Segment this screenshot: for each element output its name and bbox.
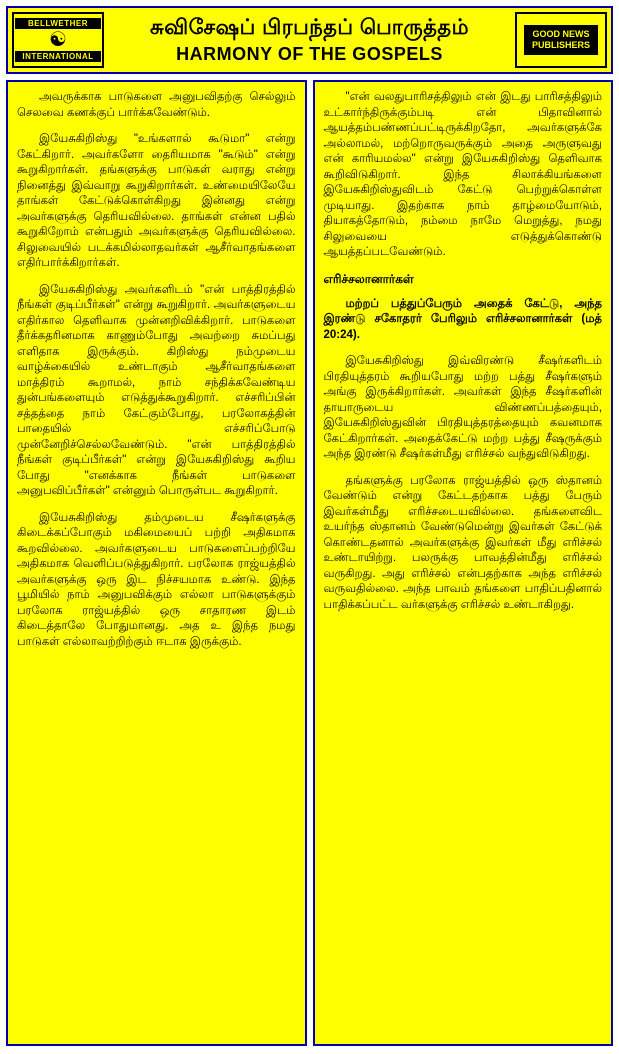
scripture-quote: மற்றப் பத்துப்பேரும் அதைக் கேட்டு, அந்த இரண்டு சகோதரர் பேரிலும் எரிச்சலானார்கள் (மத் 20:24). [323, 297, 602, 341]
bellwether-bottom-band: INTERNATIONAL [15, 51, 101, 62]
section-subheading: எரிச்சலானார்கள் [323, 271, 414, 286]
paragraph: இயேசுகிறிஸ்து இவ்விரண்டு சீஷர்களிடம் பிரதியுத்தரம் கூறியபோது மற்ற பத்து சீஷர்களும் அங்கு இருக்கிறார்கள். அவர்கள் இந்த சீஷர்களின் தாயாருடைய விண்ணப்பத்தையும், இயேசுகிறிஸ்துவின் பிரதியுத்தரத்தையும் கவனமாக கேட்கிறார்கள். அதைக்கேட்டு மற்ற பத்து சீஷருக்கும் அந்த இரண்டு சீஷர்கள்மீது எரிச்சல் வந்துவிடுகிறது. [323, 355, 602, 460]
title-english: HARMONY OF THE GOSPELS [176, 44, 443, 64]
right-column [313, 80, 614, 1046]
body-columns [6, 80, 613, 1046]
paragraph: இயேசுகிறிஸ்து "உங்களால் கூடுமா" என்று கேட்கிறார். அவர்களோ தைரியமாக "கூடும்" என்று கூறுகிறார்கள். தங்களுக்கு பாடுகள் வராது என்று நினைத்து இவ்வாறு கூறுகிறார்கள். உண்மையிலேயே தாங்கள் கேட்டுக்கொள்கிறது இன்னது என்று அவர்களுக்கு தெரியவில்லை. தாங்கள் என்ன பதில் கூறுகிறோம் என்பதும் அவர்களுக்கு தெரியவில்லை. சிலுவையில் படக்கமில்லாதவர்கள் ஆசீர்வாதங்களை எதிர்பார்க்கிறார்கள். [17, 133, 296, 269]
bellwether-top-band: BELLWETHER [15, 18, 101, 29]
good-news-line1: GOOD NEWS [532, 29, 590, 39]
title-tamil: சுவிசேஷப் பிரபந்தப் பொருத்தம் [150, 16, 469, 39]
good-news-publishers-logo [515, 12, 607, 68]
paragraph: இயேசுகிறிஸ்து தம்முடைய சீஷர்களுக்கு கிடைக்கப்போகும் மகிமையைப் பற்றி அதிகமாக கூறவில்லை. அவர்களுடைய பாடுகளைப்பற்றியே அதிகமாக வெளிப்படுத்துகிறார். பரலோக ராஜ்யத்தில் அவர்களுக்கு ஒரு இட நிச்சயமாக உண்டு. இந்த பூமியில் நாம் அனுபவிக்கும் எல்லா பாடுகளுக்கும் பரலோக ராஜ்யத்தில் ஒரு சாதாரண இடம் கிடைத்தாலே போதுமானது. அத உ இந்த நமது பாடுகள் எல்லாவற்றிற்கும் ஈடாக இருக்கும். [17, 511, 296, 648]
good-news-line2: PUBLISHERS [531, 40, 590, 50]
good-news-logo-text [524, 25, 598, 55]
bell-icon: ☯ [49, 29, 67, 51]
paragraph: அவருக்காக பாடுகளை அனுபவிதற்கு செல்லும் செலவை கணக்குப் பார்க்கவேண்டும். [17, 91, 296, 119]
paragraph: தங்களுக்கு பரலோக ராஜ்யத்தில் ஒரு ஸ்தானம் வேண்டும் என்று கேட்டதற்காக பத்து பேரும் இவர்கள்மீது எரிச்சடையவில்லை. தங்களைவிட உயர்ந்த ஸ்தானம் வேண்டுமென்று இவர்கள் கேட்டுக் கொண்டதனால் அவர்களுக்கு இவர்கள் மீது எரிச்சல் உண்டாயிற்று. பலருக்கு பாவத்தின்மீது எரிச்சல் வருகிறது. அது எரிச்சல் என்பதற்காக அந்த எரிச்சல் வருவதில்லை. அந்த பாவம் தங்களை பாதிப்பதினால் பாதிக்கப்பட்ட வர்களுக்கு எரிச்சல் உண்டாகிறது. [323, 474, 602, 611]
paragraph: "என் வலதுபாரிசத்திலும் என் இடது பாரிசத்திலும் உட்கார்ந்திருக்கும்படி என் பிதாவினால் ஆயத்தம்பண்ணப்பட்டிருக்கிறதோ, அவர்களுக்கே அல்லாமல், மற்றொருவருக்கும் அதை அருளுவது என் காரியமல்ல" என்று இயேசுகிறிஸ்து தெளிவாக கூறிவிடுகிறார். இந்த சிலாக்கியங்களை இயேசுகிறிஸ்துவிடம் கேட்டு பெற்றுக்கொள்ள முடியாது. இதற்காக நாம் தாழ்மையோடும், தியாகத்தோடும், நம்மை நாமே மெறுத்து, நமது சிலுவையை எடுத்துக்கொண்டு ஆயத்தப்படவேண்டும். [323, 91, 602, 258]
page-title [108, 8, 511, 72]
paragraph: இயேசுகிறிஸ்து அவர்களிடம் "என் பாத்திரத்தில் நீங்கள் குடிப்பீர்கள்" என்று கூறுகிறார். அவர்களுடைய எதிர்கால தெளிவாக முன்னறிவிக்கிறார். பாடுகளை தீர்க்கதரினமாக காணும்போது அவற்றை சுமப்பது எளிதாக இருக்கும். கிறிஸ்து நம்முடைய வாழ்க்கையில் உண்டாகும் ஆசீர்வாதங்களை மாத்திரம் கூறாமல், நாம் சந்திக்கவேண்டிய துன்பங்களையும் எடுத்துக்கூறுகிறார். எச்சரிப்பின் சத்தத்தை நாம் கேட்கும்போது, பரலோகத்தின் பாதையில் எச்சரிப்போடு முன்னேறிச்செல்லவேண்டும். "என் பாத்திரத்தில் நீங்கள் குடிப்பீர்கள்" என்று இயேசுகிறிஸ்து கூறிய போது "எனக்காக நீங்கள் பாடுகளை அனுபவிப்பீர்கள்" என்னும் பொருள்பட கூறுகிறார். [17, 283, 296, 497]
bellwether-logo [12, 12, 104, 68]
left-column [6, 80, 307, 1046]
page-header [6, 6, 613, 74]
